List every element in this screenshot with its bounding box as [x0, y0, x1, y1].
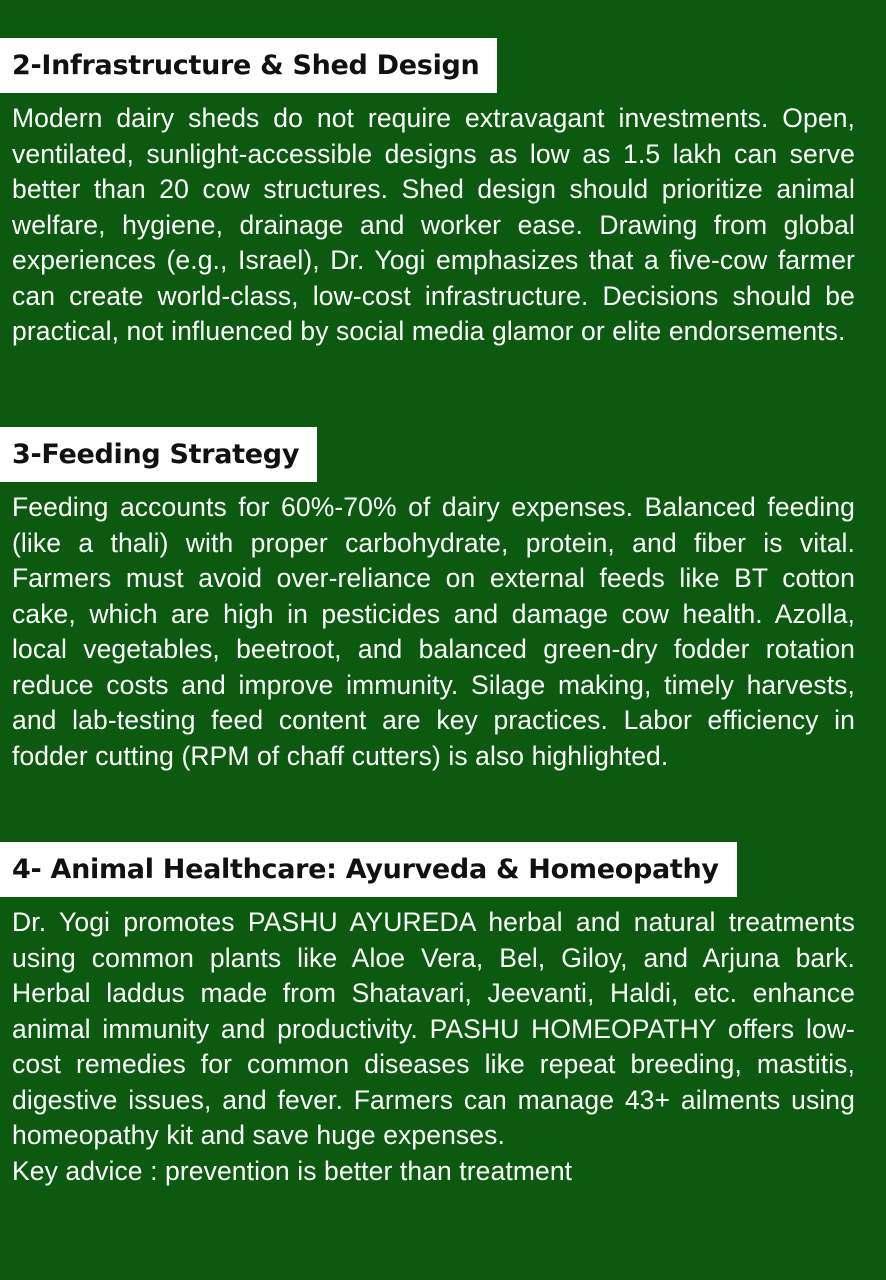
section-body: [12, 101, 855, 350]
section-feeding-strategy: [0, 427, 886, 774]
section-heading: 3-Feeding Strategy: [0, 427, 317, 482]
section-animal-healthcare: [0, 842, 886, 1189]
section-heading: 2-Infrastructure & Shed Design: [0, 38, 497, 93]
key-advice: Key advice : prevention is better than treatment: [12, 1155, 573, 1186]
section-paragraph: Modern dairy sheds do not require extravagant investments. Open, ventilated, sunlight-accessible designs as low as 1.5 lakh can serve better than 20 cow structures. Shed design should prioritize animal welfare, hygiene, drainage and worker ease. Drawing from global experiences (e.g., Israel), Dr. Yogi emphasizes that a five-cow farmer can create world-class, low-cost infrastructure. Decisions should be practical, not influenced by social media glamor or elite endorsements.: [12, 103, 855, 346]
section-body: [12, 905, 855, 1189]
section-heading: 4- Animal Healthcare: Ayurveda & Homeopathy: [0, 842, 737, 897]
section-infrastructure: [0, 38, 886, 350]
section-paragraph: Dr. Yogi promotes PASHU AYUREDA herbal and natural treatments using common plants like Aloe Vera, Bel, Giloy, and Arjuna bark. Herbal laddus made from Shatavari, Jeevanti, Haldi, etc. enhance animal immunity and productivity. PASHU HOMEOPATHY offers low-cost remedies for common diseases like repeat breeding, mastitis, digestive issues, and fever. Farmers can manage 43+ ailments using homeopathy kit and save huge expenses.: [12, 907, 855, 1150]
section-body: [12, 490, 855, 774]
section-paragraph: Feeding accounts for 60%-70% of dairy expenses. Balanced feeding (like a thali) with proper carbohydrate, protein, and fiber is vital. Farmers must avoid over-reliance on external feeds like BT cotton cake, which are high in pesticides and damage cow health. Azolla, local vegetables, beetroot, and balanced green-dry fodder rotation reduce costs and improve immunity. Silage making, timely harvests, and lab-testing feed content are key practices. Labor efficiency in fodder cutting (RPM of chaff cutters) is also highlighted.: [12, 492, 855, 771]
